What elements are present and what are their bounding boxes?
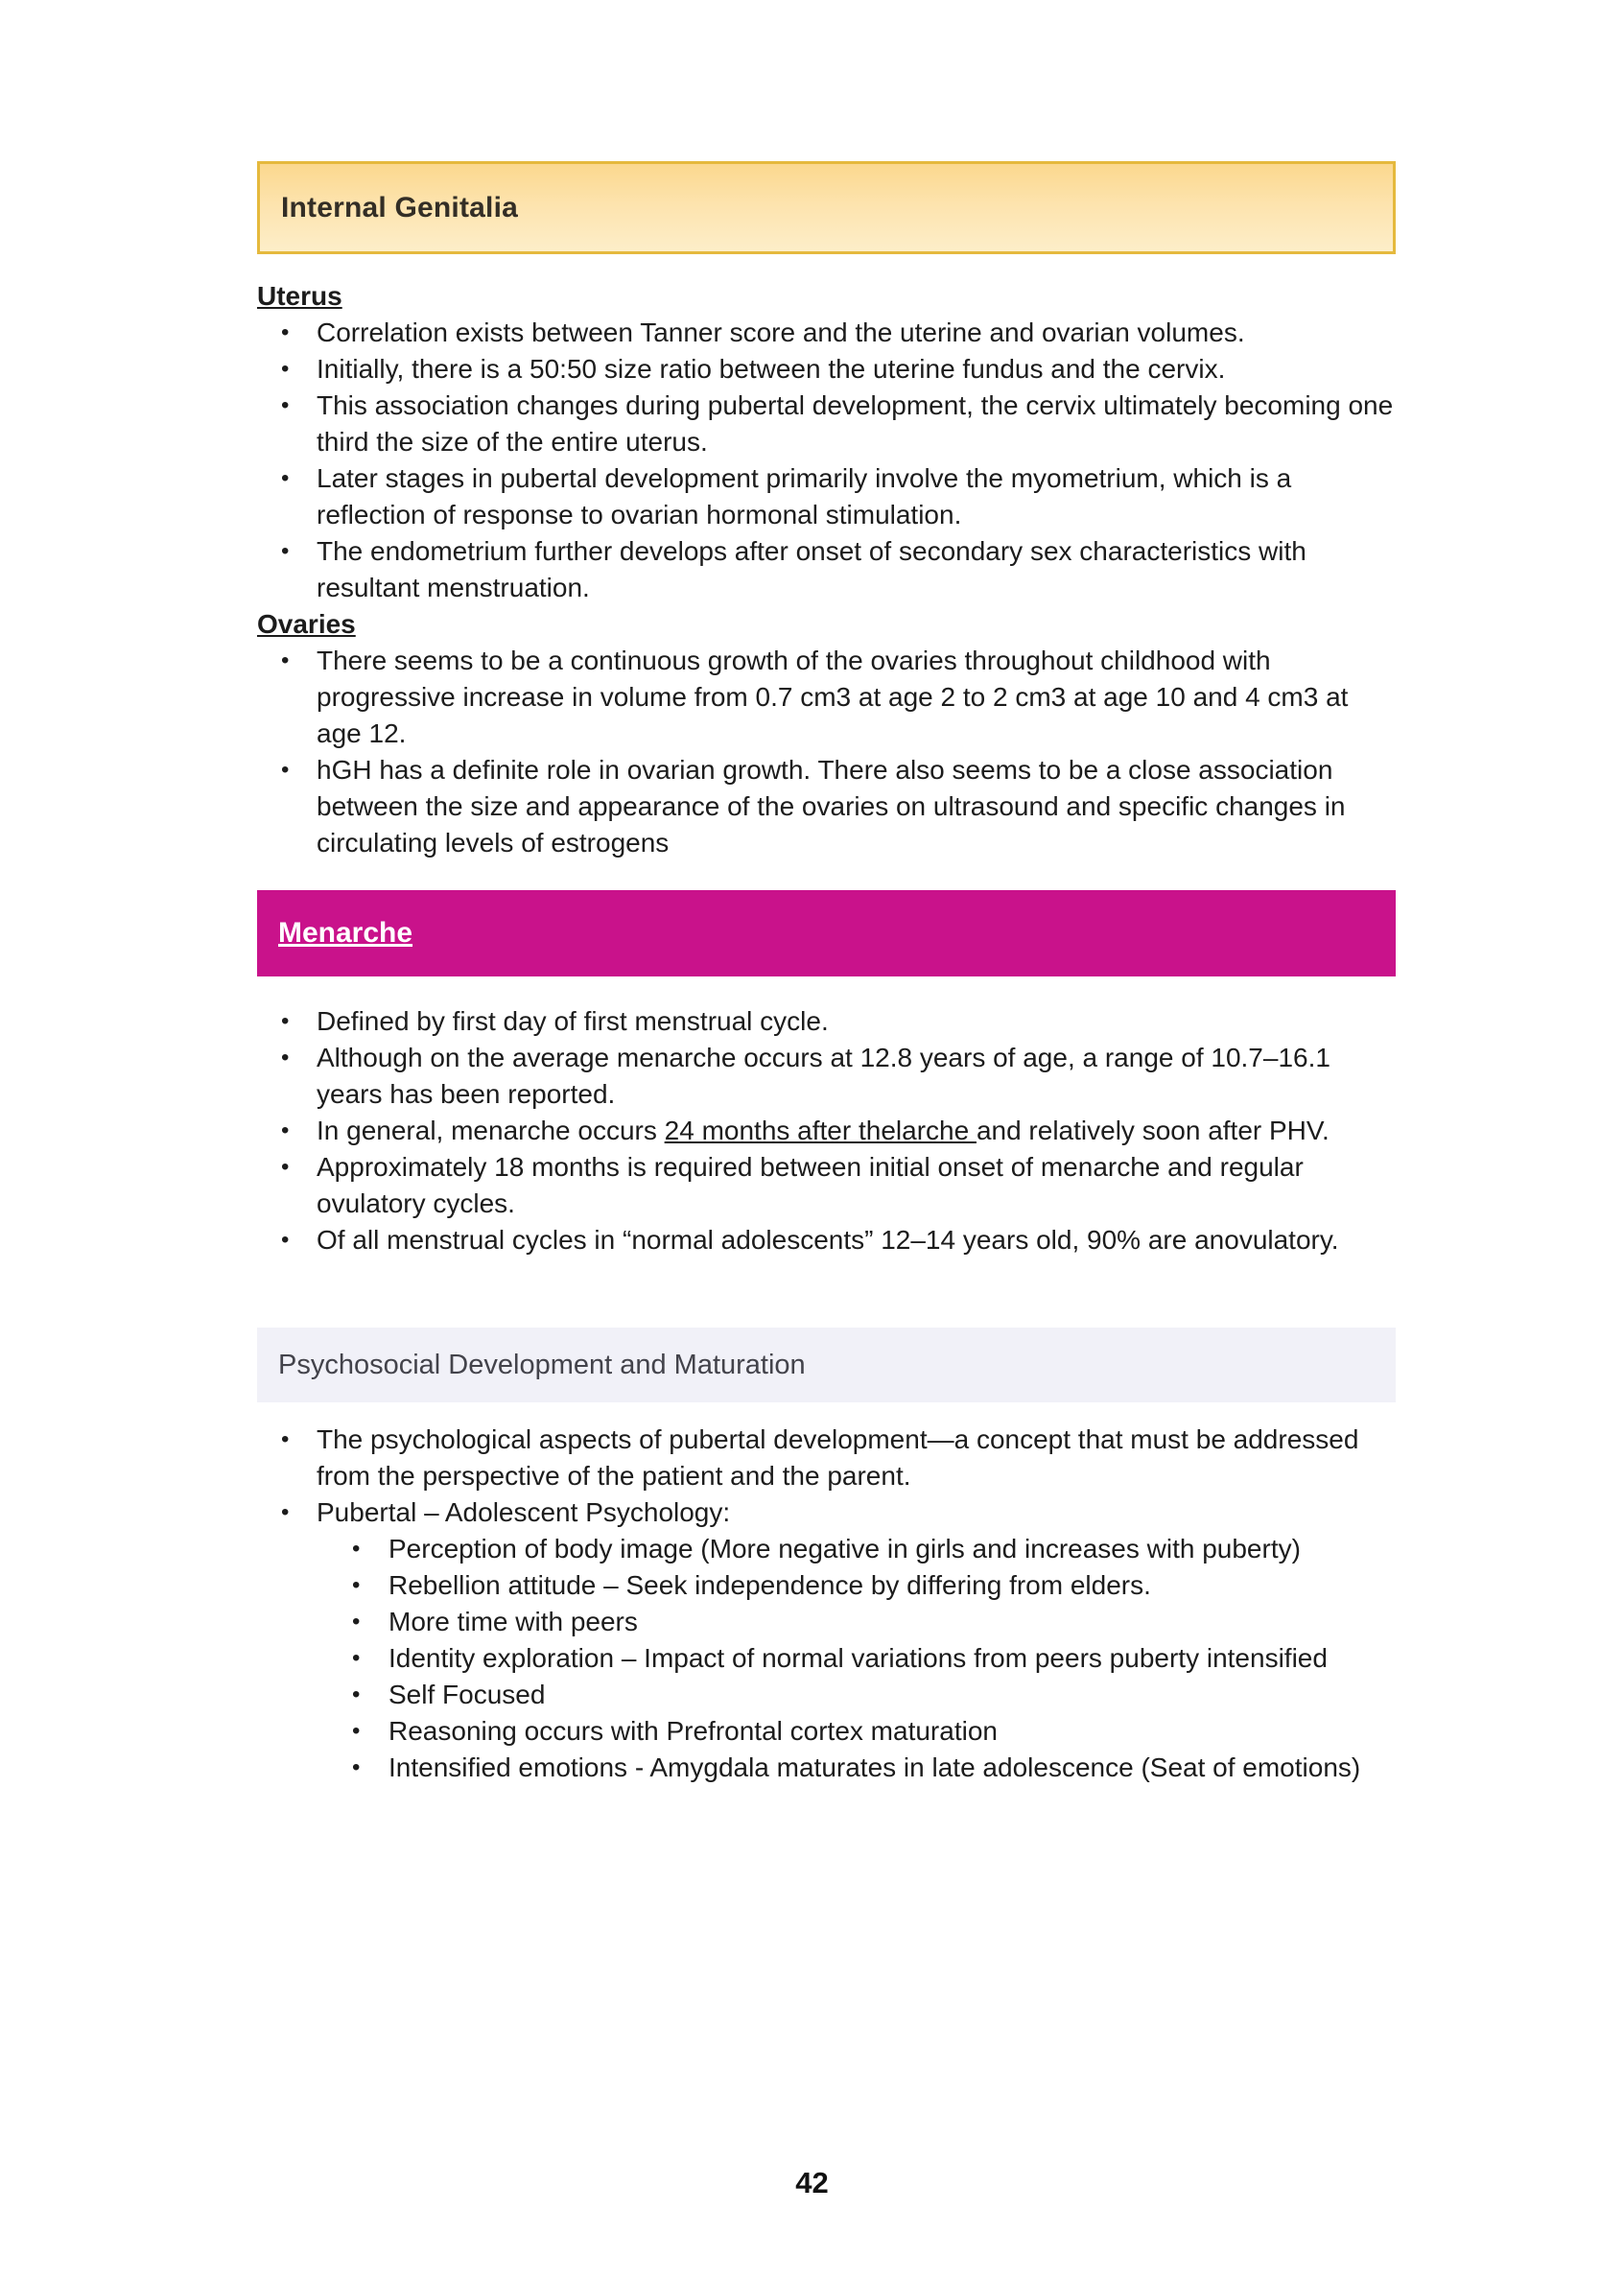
- bullet-marker: •: [281, 757, 290, 783]
- list-item: [257, 643, 1396, 752]
- bullet-marker: •: [352, 1645, 361, 1671]
- list-item: [257, 388, 1396, 460]
- bullet-marker: •: [352, 1718, 361, 1744]
- bullet-text: Of all menstrual cycles in “normal adolescents” 12–14 years old, 90% are anovulatory.: [317, 1225, 1339, 1255]
- bullet-text: hGH has a definite role in ovarian growth. There also seems to be a close association between the size and appearance of the ovaries on ultrasound and specific changes in circulating levels of estrogens: [317, 755, 1346, 858]
- bullet-text: Later stages in pubertal development primarily involve the myometrium, which is a reflection of response to ovarian hormonal stimulation.: [317, 463, 1292, 529]
- bullet-marker: •: [281, 647, 290, 673]
- bullet-marker: •: [352, 1572, 361, 1598]
- bullet-marker: •: [281, 1008, 290, 1034]
- internal-genitalia-title: Internal Genitalia: [281, 191, 518, 223]
- sub-list-item: [257, 1604, 1396, 1640]
- sub-list-item: [257, 1640, 1396, 1677]
- bullet-marker: •: [281, 356, 290, 382]
- bullet-text-underlined: 24 months after thelarche: [664, 1116, 977, 1145]
- list-item: [257, 1113, 1396, 1149]
- bullet-marker: •: [281, 1045, 290, 1070]
- bullet-marker: •: [281, 1154, 290, 1180]
- bullet-text: Pubertal – Adolescent Psychology:: [317, 1497, 731, 1527]
- bullet-marker: •: [352, 1681, 361, 1707]
- bullet-marker: •: [352, 1609, 361, 1634]
- list-item: [257, 315, 1396, 351]
- bullet-text: More time with peers: [388, 1607, 638, 1636]
- ovaries-bullet-list: [257, 643, 1396, 861]
- bullet-marker: •: [281, 319, 290, 345]
- bullet-text: There seems to be a continuous growth of the ovaries throughout childhood with progressive increase in volume from 0.7 cm3 at age 2 to 2 cm3 at age 10 and 4 cm3 at age 12.: [317, 646, 1349, 748]
- bullet-text: Defined by first day of first menstrual cycle.: [317, 1006, 829, 1036]
- list-item: [257, 351, 1396, 388]
- ovaries-heading: Ovaries: [257, 609, 356, 639]
- bullet-marker: •: [281, 392, 290, 418]
- uterus-heading: Uterus: [257, 281, 342, 311]
- sub-list-item: [257, 1677, 1396, 1713]
- page-number: 42: [795, 2166, 829, 2199]
- bullet-text: Self Focused: [388, 1680, 546, 1709]
- bullet-text-plain: In general, menarche occurs: [317, 1116, 665, 1145]
- psychosocial-title: Psychosocial Development and Maturation: [278, 1349, 806, 1380]
- sub-list-item: [257, 1531, 1396, 1567]
- bullet-text: Initially, there is a 50:50 size ratio between the uterine fundus and the cervix.: [317, 354, 1226, 384]
- bullet-text: Reasoning occurs with Prefrontal cortex maturation: [388, 1716, 998, 1746]
- list-item: [257, 1040, 1396, 1113]
- bullet-text: Correlation exists between Tanner score and the uterine and ovarian volumes.: [317, 317, 1245, 347]
- bullet-text: Approximately 18 months is required between initial onset of menarche and regular ovulatory cycles.: [317, 1152, 1304, 1218]
- sub-list-item: [257, 1713, 1396, 1750]
- sub-list-item: [257, 1567, 1396, 1604]
- psychosocial-bullet-list: [257, 1422, 1396, 1786]
- menarche-title: Menarche: [278, 917, 413, 949]
- bullet-marker: •: [281, 1117, 290, 1143]
- bullet-text: Identity exploration – Impact of normal variations from peers puberty intensified: [388, 1643, 1328, 1673]
- list-item: [257, 1003, 1396, 1040]
- bullet-marker: •: [352, 1536, 361, 1562]
- bullet-marker: •: [281, 465, 290, 491]
- bullet-marker: •: [281, 1227, 290, 1253]
- menarche-banner: [257, 890, 1396, 976]
- list-item: [257, 752, 1396, 861]
- menarche-section: [257, 1003, 1396, 1258]
- bullet-text: This association changes during pubertal development, the cervix ultimately becoming one third the size of the entire uterus.: [317, 390, 1394, 457]
- list-item: [257, 1222, 1396, 1258]
- bullet-text-plain: and relatively soon after PHV.: [976, 1116, 1330, 1145]
- page-content: [257, 0, 1396, 1786]
- bullet-text: [317, 1113, 1396, 1149]
- internal-genitalia-header-box: [257, 161, 1396, 254]
- psychosocial-section: [257, 1422, 1396, 1786]
- bullet-marker: •: [281, 538, 290, 564]
- bullet-text: Although on the average menarche occurs at 12.8 years of age, a range of 10.7–16.1 years has been reported.: [317, 1043, 1330, 1109]
- bullet-marker: •: [281, 1426, 290, 1452]
- bullet-text: Rebellion attitude – Seek independence by differing from elders.: [388, 1570, 1151, 1600]
- list-item: [257, 1422, 1396, 1494]
- list-item: [257, 1149, 1396, 1222]
- list-item: [257, 1494, 1396, 1531]
- psychosocial-banner: [257, 1328, 1396, 1402]
- uterus-ovaries-section: [257, 278, 1396, 861]
- bullet-text: The psychological aspects of pubertal development—a concept that must be addressed from the perspective of the patient and the parent.: [317, 1424, 1359, 1491]
- bullet-text: The endometrium further develops after onset of secondary sex characteristics with resultant menstruation.: [317, 536, 1306, 602]
- list-item: [257, 533, 1396, 606]
- bullet-marker: •: [281, 1499, 290, 1525]
- list-item: [257, 460, 1396, 533]
- bullet-marker: •: [352, 1754, 361, 1780]
- bullet-text: Intensified emotions - Amygdala maturates in late adolescence (Seat of emotions): [388, 1752, 1361, 1782]
- sub-list-item: [257, 1750, 1396, 1786]
- menarche-bullet-list: [257, 1003, 1396, 1258]
- uterus-bullet-list: [257, 315, 1396, 606]
- bullet-text: Perception of body image (More negative in girls and increases with puberty): [388, 1534, 1301, 1564]
